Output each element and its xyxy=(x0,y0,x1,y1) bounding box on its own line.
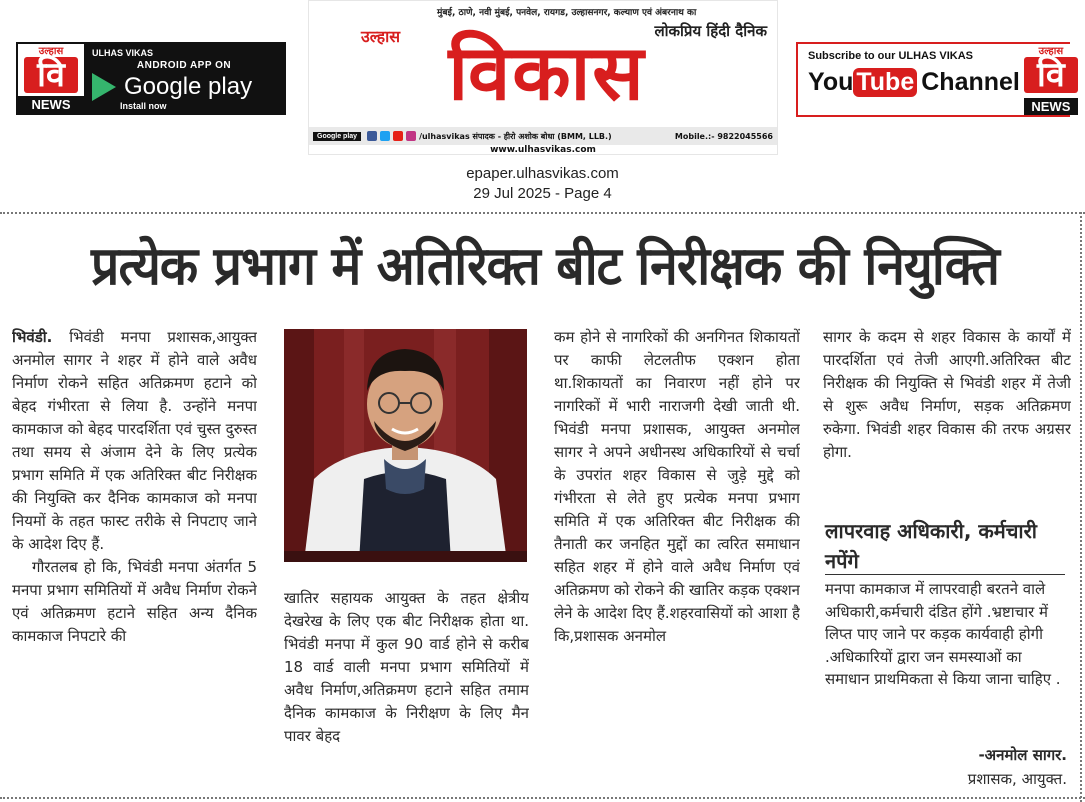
article-col2-text: खातिर सहायक आयुक्त के तहत क्षेत्रीय देखरेख के लिए एक बीट निरीक्षक होता था. भिवंडी मनपा में कुल 90 वार्ड होने से करीब 18 वार्ड वाली मनपा प्रभाग समितियों में अवैध निर्माण,अतिक्रमण हटाने सहित तमाम दैनिक कामकाज के निरीक्षण के लिए मैन पावर बेहद xyxy=(284,589,529,745)
article-col1-p1: भिवंडी मनपा प्रशासक,आयुक्त अनमोल सागर ने शहर में होने वाले अवैध निर्माण रोकने सहित अतिक्रमण हटाने को बेहद गंभीरता से लिया है. उन्होंने मनपा कामकाज को बेहद पारदर्शिता एवं चुस्त दुरुस्त तथा समय से अंजाम देने के लिए प्रत्येक प्रभाग समिति में एक अतिरिक्त बीट निरीक्षक की नियुक्ति कर दैनिक कामकाज को मनपा नियमों के तहत फास्ट तरीके से निपटाए जाने के आदेश दिए हैं. xyxy=(12,328,257,553)
article-column-4 xyxy=(823,326,1071,511)
ad-subscribe-text: Subscribe to our ULHAS VIKAS xyxy=(808,50,974,62)
facebook-icon[interactable] xyxy=(367,131,377,141)
ad-brand: ULHAS VIKAS xyxy=(92,48,154,58)
clipping-border-bottom xyxy=(0,797,1085,799)
ulhas-vikas-news-logo xyxy=(18,44,84,113)
article-headline: प्रत्येक प्रभाग में अतिरिक्त बीट निरीक्षक की नियुक्ति xyxy=(91,236,999,297)
ulhas-vikas-news-logo-right xyxy=(1024,44,1078,115)
quote-signature-role: प्रशासक, आयुक्त. xyxy=(967,770,1067,788)
masthead-tagline: लोकप्रिय हिंदी दैनिक xyxy=(654,22,767,40)
article-dateline: भिवंडी. xyxy=(12,328,53,346)
masthead-small-title: उल्हास xyxy=(361,27,401,46)
article-col4-text: सागर के कदम से शहर विकास के कार्यों में पारदर्शिता एवं तेजी आएगी.अतिरिक्त बीट निरीक्षक की नियुक्ति से भिवंडी शहर में तेजी से शुरू अवैध निर्माण, सड़क अतिक्रमण रुकेगा. भिवंडी शहर विकास की तरफ अग्रसर होगा. xyxy=(823,328,1071,461)
portrait-illustration xyxy=(284,329,527,562)
article-column-1 xyxy=(12,326,257,796)
google-play-icon xyxy=(92,73,116,101)
article-column-3 xyxy=(554,326,800,796)
logo-masthead-text: उल्हास xyxy=(38,46,64,57)
twitter-icon[interactable] xyxy=(380,131,390,141)
youtube-icon[interactable] xyxy=(393,131,403,141)
logo-news-label: NEWS xyxy=(1024,98,1078,115)
masthead-info-bar xyxy=(309,127,777,145)
google-play-badge[interactable] xyxy=(84,44,284,113)
subhead-divider xyxy=(825,574,1065,575)
epaper-site[interactable]: epaper.ulhasvikas.com xyxy=(466,165,619,182)
quote-signature-name: -अनमोल सागर. xyxy=(978,746,1067,764)
clipping-border-top xyxy=(0,212,1085,214)
android-app-ad[interactable] xyxy=(16,42,286,115)
logo-glyph: वि xyxy=(1024,57,1078,93)
logo-news-label: NEWS xyxy=(18,96,84,113)
article-col1-p2: गौरतलब हो कि, भिवंडी मनपा अंतर्गत 5 मनपा प्रभाग समितियों में अवैध निर्माण रोकने एवं अतिक्रमण हटाने सहित अन्य दैनिक कामकाज निपटारे की xyxy=(12,558,257,645)
logo-glyph: वि xyxy=(24,57,78,93)
masthead-title: विकास xyxy=(448,28,646,117)
masthead-website[interactable]: www.ulhasvikas.com xyxy=(490,145,596,155)
masthead-editor-line: /ulhasvikas संपादक - हीरो अशोक बोधा (BMM, LLB.) xyxy=(419,131,612,141)
clipping-border-right xyxy=(1080,212,1082,802)
ad-install-now: Install now xyxy=(120,101,167,111)
instagram-icon[interactable] xyxy=(406,131,416,141)
masthead-cities: मुंबई, ठाणे, नवी मुंबई, पनवेल, रायगड, उल्हासनगर, कल्याण एवं अंबरनाथ का xyxy=(437,8,697,18)
ad-android-line: ANDROID APP ON xyxy=(136,60,232,71)
ad-store-name: Google play xyxy=(124,73,253,100)
article-column-2 xyxy=(284,587,529,796)
masthead-mobile: Mobile.:- 9822045566 xyxy=(674,131,773,141)
ad-channel-text: Channel xyxy=(921,68,1020,96)
mini-google-play-badge[interactable]: Google play xyxy=(313,132,361,141)
epaper-date-page: 29 Jul 2025 - Page 4 xyxy=(473,185,612,202)
quote-box-text: मनपा कामकाज में लापरवाही बरतने वाले अधिकारी,कर्मचारी दंडित होंगे .भ्रष्टाचार में लिप्त पाए जाने पर कड़क कार्यवाही होगी .अधिकारियों द्वारा जन समस्याओं का समाधान प्राथमिकता से किया जाना चाहिए . xyxy=(825,580,1061,688)
youtube-logo-icon: Tube xyxy=(853,68,917,97)
article-col3-text: कम होने से नागरिकों की अनगिनत शिकायतों पर काफी लेटलतीफ एक्शन होता था.शिकायतों का निवारण नहीं होने पर नागरिकों में भारी नाराजगी देखी जाती थी. भिवंडी मनपा प्रशासक, आयुक्त अनमोल सागर ने अपने अधीनस्थ अधिकारियों से चर्चा के उपरांत शहर विकास से जुड़े मुद्दे को गंभीरता से लेते हुए प्रत्येक मनपा प्रभाग समिति में एक अतिरिक्त बीट निरीक्षक की तैनाती कर जनहित मुद्दों का त्वरित समाधान सहित शहर में होने वाले अवैध निर्माण एवं अतिक्रमण को रोकने की खातिर कड़क एक्शन लेने के आदेश दिए हैं.शहरवासियों को आशा है कि,प्रशासक अनमोल xyxy=(554,328,800,645)
article-paragraph-1 xyxy=(12,326,257,556)
logo-masthead-text: उल्हास xyxy=(1038,46,1064,57)
article-subhead: लापरवाह अधिकारी, कर्मचारी नपेंगे xyxy=(825,519,1037,573)
newspaper-masthead xyxy=(308,0,778,155)
youtube-channel-ad[interactable] xyxy=(796,42,1070,117)
article-photo xyxy=(284,329,527,562)
ad-you-text: You xyxy=(808,68,854,96)
